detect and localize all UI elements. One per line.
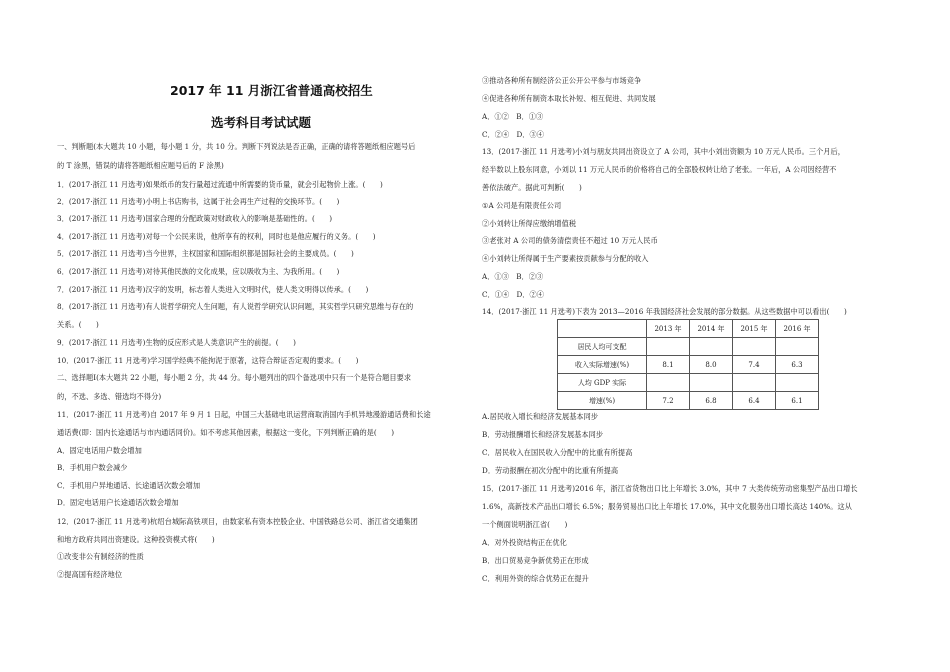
table-cell: 6.3 [776, 356, 819, 374]
question-12-statement-1: ①改变非公有制经济的性质 [57, 552, 144, 561]
question-13-statement-3: ③老张对 A 公司的债务清偿责任不超过 10 万元人民币 [482, 236, 658, 245]
table-cell: 6.1 [776, 392, 819, 410]
table-cell: 8.1 [647, 356, 690, 374]
section1-heading: 一、判断题(本大题共 10 小题，每小题 1 分，共 10 分。判断下列说法是否正确，正确的请将答题纸相应题号后 [57, 142, 416, 151]
table-cell [690, 338, 733, 356]
question-13-cont: 经半数以上股东同意，小刘以 11 万元人民币的价格将自己的全部股权转让给了老张。一年后，A 公司因经营不 [482, 165, 837, 174]
table-cell [776, 374, 819, 392]
table-cell [733, 338, 776, 356]
table-header-row [558, 320, 819, 338]
table-cell: 7.4 [733, 356, 776, 374]
question-11: 11．(2017·浙江 11 月选考)自 2017 年 9 月 1 日起，中国三大基础电讯运营商取消国内手机异地漫游通话费和长途 [57, 410, 431, 419]
question-12-statement-2: ②提高国有经济地位 [57, 570, 123, 579]
table-cell [733, 374, 776, 392]
question-1: 1．(2017·浙江 11 月选考)如果纸币的发行量超过流通中所需要的货币量，就会引起物价上涨。( ) [57, 180, 383, 189]
question-13-statement-1: ①A 公司是有限责任公司 [482, 201, 562, 210]
question-13-statement-2: ②小刘转让所得应缴纳增值税 [482, 219, 577, 228]
question-15-option-a: A．对外投资结构正在优化 [482, 538, 567, 547]
table-row [558, 356, 819, 374]
section2-heading: 二、选择题Ⅰ(本大题共 22 小题，每小题 2 分，共 44 分。每小题列出的四个备选项中只有一个是符合题目要求 [57, 373, 412, 382]
question-14-option-c: C．居民收入在国民收入分配中的比重有所提高 [482, 448, 633, 457]
question-8-cont: 关系。( ) [57, 320, 99, 329]
question-11-cont: 通话费(即：国内长途通话与市内通话同价)。如不考虑其他因素，根据这一变化，下列判断正确的是( ) [57, 428, 395, 437]
table-row [558, 374, 819, 392]
question-12-cont: 和地方政府共同出资建设。这种投资模式将( ) [57, 535, 215, 544]
table-header-cell [558, 320, 647, 338]
table-header-cell: 2015 年 [733, 320, 776, 338]
table-row-label: 增速(%) [558, 392, 647, 410]
question-14-option-b: B．劳动报酬增长和经济发展基本同步 [482, 430, 604, 439]
question-11-option-c: C．手机用户异地通话、长途通话次数会增加 [57, 481, 201, 490]
table-cell: 7.2 [647, 392, 690, 410]
question-13-options-cd: C．①④ D．②④ [482, 290, 545, 299]
question-11-option-a: A．固定电话用户数会增加 [57, 446, 142, 455]
table-row-label: 收入实际增速(%) [558, 356, 647, 374]
question-15-option-c: C．利用外资的综合优势正在提升 [482, 574, 589, 583]
section2-heading-cont: 的，不选、多选、错选均不得分) [57, 392, 162, 401]
page-title-line1: 2017 年 11 月浙江省普通高校招生 [170, 83, 373, 98]
table-cell [776, 338, 819, 356]
question-12-statement-3: ③推动各种所有制经济公正公开公平参与市场竞争 [482, 76, 642, 85]
table-row-label: 人均 GDP 实际 [558, 374, 647, 392]
question-12-options-ab: A．①② B．①③ [482, 112, 544, 121]
data-table [557, 319, 819, 410]
table-cell: 6.4 [733, 392, 776, 410]
question-14-option-a: A.居民收入增长和经济发展基本同步 [482, 412, 599, 421]
question-7: 7．(2017·浙江 11 月选考)汉字的发明，标志着人类进入文明时代，使人类文明得以传承。( ) [57, 285, 369, 294]
question-3: 3．(2017·浙江 11 月选考)国家合理的分配政策对财政收入的影响是基础性的。( ) [57, 214, 333, 223]
question-2: 2．(2017·浙江 11 月选考)小明上书店购书，这属于社会再生产过程的交换环节。( ) [57, 197, 340, 206]
table-cell: 8.0 [690, 356, 733, 374]
table-cell [647, 338, 690, 356]
question-15-cont2: 一个侧面说明浙江省( ) [482, 520, 568, 529]
question-9: 9．(2017·浙江 11 月选考)生物的反应形式是人类意识产生的前提。( ) [57, 338, 296, 347]
question-11-option-d: D．固定电话用户长途通话次数会增加 [57, 498, 179, 507]
question-13: 13．(2017·浙江 11 月选考)小刘与朋友共同出资设立了 A 公司，其中小刘出资额为 10 万元人民币。三个月后， [482, 147, 846, 156]
question-6: 6．(2017·浙江 11 月选考)对待其他民族的文化成果，应以吸收为主、为我所用。( ) [57, 267, 340, 276]
table-row [558, 338, 819, 356]
table-header-cell: 2016 年 [776, 320, 819, 338]
question-12: 12．(2017·浙江 11 月选考)杭绍台城际高铁项目，由数家私有资本控股企业、中国铁路总公司、浙江省交通集团 [57, 517, 418, 526]
table-cell [647, 374, 690, 392]
page-title-line2: 选考科目考试试题 [211, 115, 312, 130]
question-13-cont2: 善依法破产。据此可判断( ) [482, 183, 582, 192]
question-14-option-d: D．劳动报酬在初次分配中的比重有所提高 [482, 466, 619, 475]
question-13-options-ab: A．①③ B．②③ [482, 272, 544, 281]
question-15-option-b: B．出口贸易竞争新优势正在形成 [482, 556, 589, 565]
question-8: 8．(2017·浙江 11 月选考)有人说哲学研究人生问题，有人说哲学研究认识问题，其实哲学只研究思维与存在的 [57, 302, 414, 311]
table-header-cell: 2014 年 [690, 320, 733, 338]
question-4: 4．(2017·浙江 11 月选考)对每一个公民来说，他所享有的权利，同时也是他应履行的义务。( ) [57, 232, 376, 241]
question-15-cont: 1.6%，高新技术产品出口增长 6.5%；服务贸易出口比上年增长 17.0%，其中文化服务出口增长高达 140%。这从 [482, 502, 853, 511]
question-5: 5．(2017·浙江 11 月选考)当今世界，主权国家和国际组织都是国际社会的主要成员。( ) [57, 249, 354, 258]
table-row [558, 392, 819, 410]
question-13-statement-4: ④小刘转让所得属于生产要素按贡献参与分配的收入 [482, 254, 649, 263]
question-12-statement-4: ④促进各种所有制资本取长补短、相互促进、共同发展 [482, 94, 656, 103]
table-header-cell: 2013 年 [647, 320, 690, 338]
question-11-option-b: B．手机用户数会减少 [57, 463, 128, 472]
question-10: 10．(2017·浙江 11 月选考)学习国学经典不能拘泥于原著，这符合辩证否定观的要求。( ) [57, 356, 359, 365]
question-12-options-cd: C．②④ D．③④ [482, 130, 545, 139]
question-15: 15．(2017·浙江 11 月选考)2016 年，浙江省货物出口比上年增长 3.0%，其中 7 大类传统劳动密集型产品出口增长 [482, 484, 858, 493]
section1-heading-cont: 的 T 涂黑，错误的请将答题纸相应题号后的 F 涂黑) [57, 161, 224, 170]
table-cell [690, 374, 733, 392]
question-14: 14．(2017·浙江 11 月选考)下表为 2013—2016 年我国经济社会发展的部分数据。从这些数据中可以看出( ) [482, 307, 847, 316]
table-cell: 6.8 [690, 392, 733, 410]
table-row-label: 居民人均可支配 [558, 338, 647, 356]
